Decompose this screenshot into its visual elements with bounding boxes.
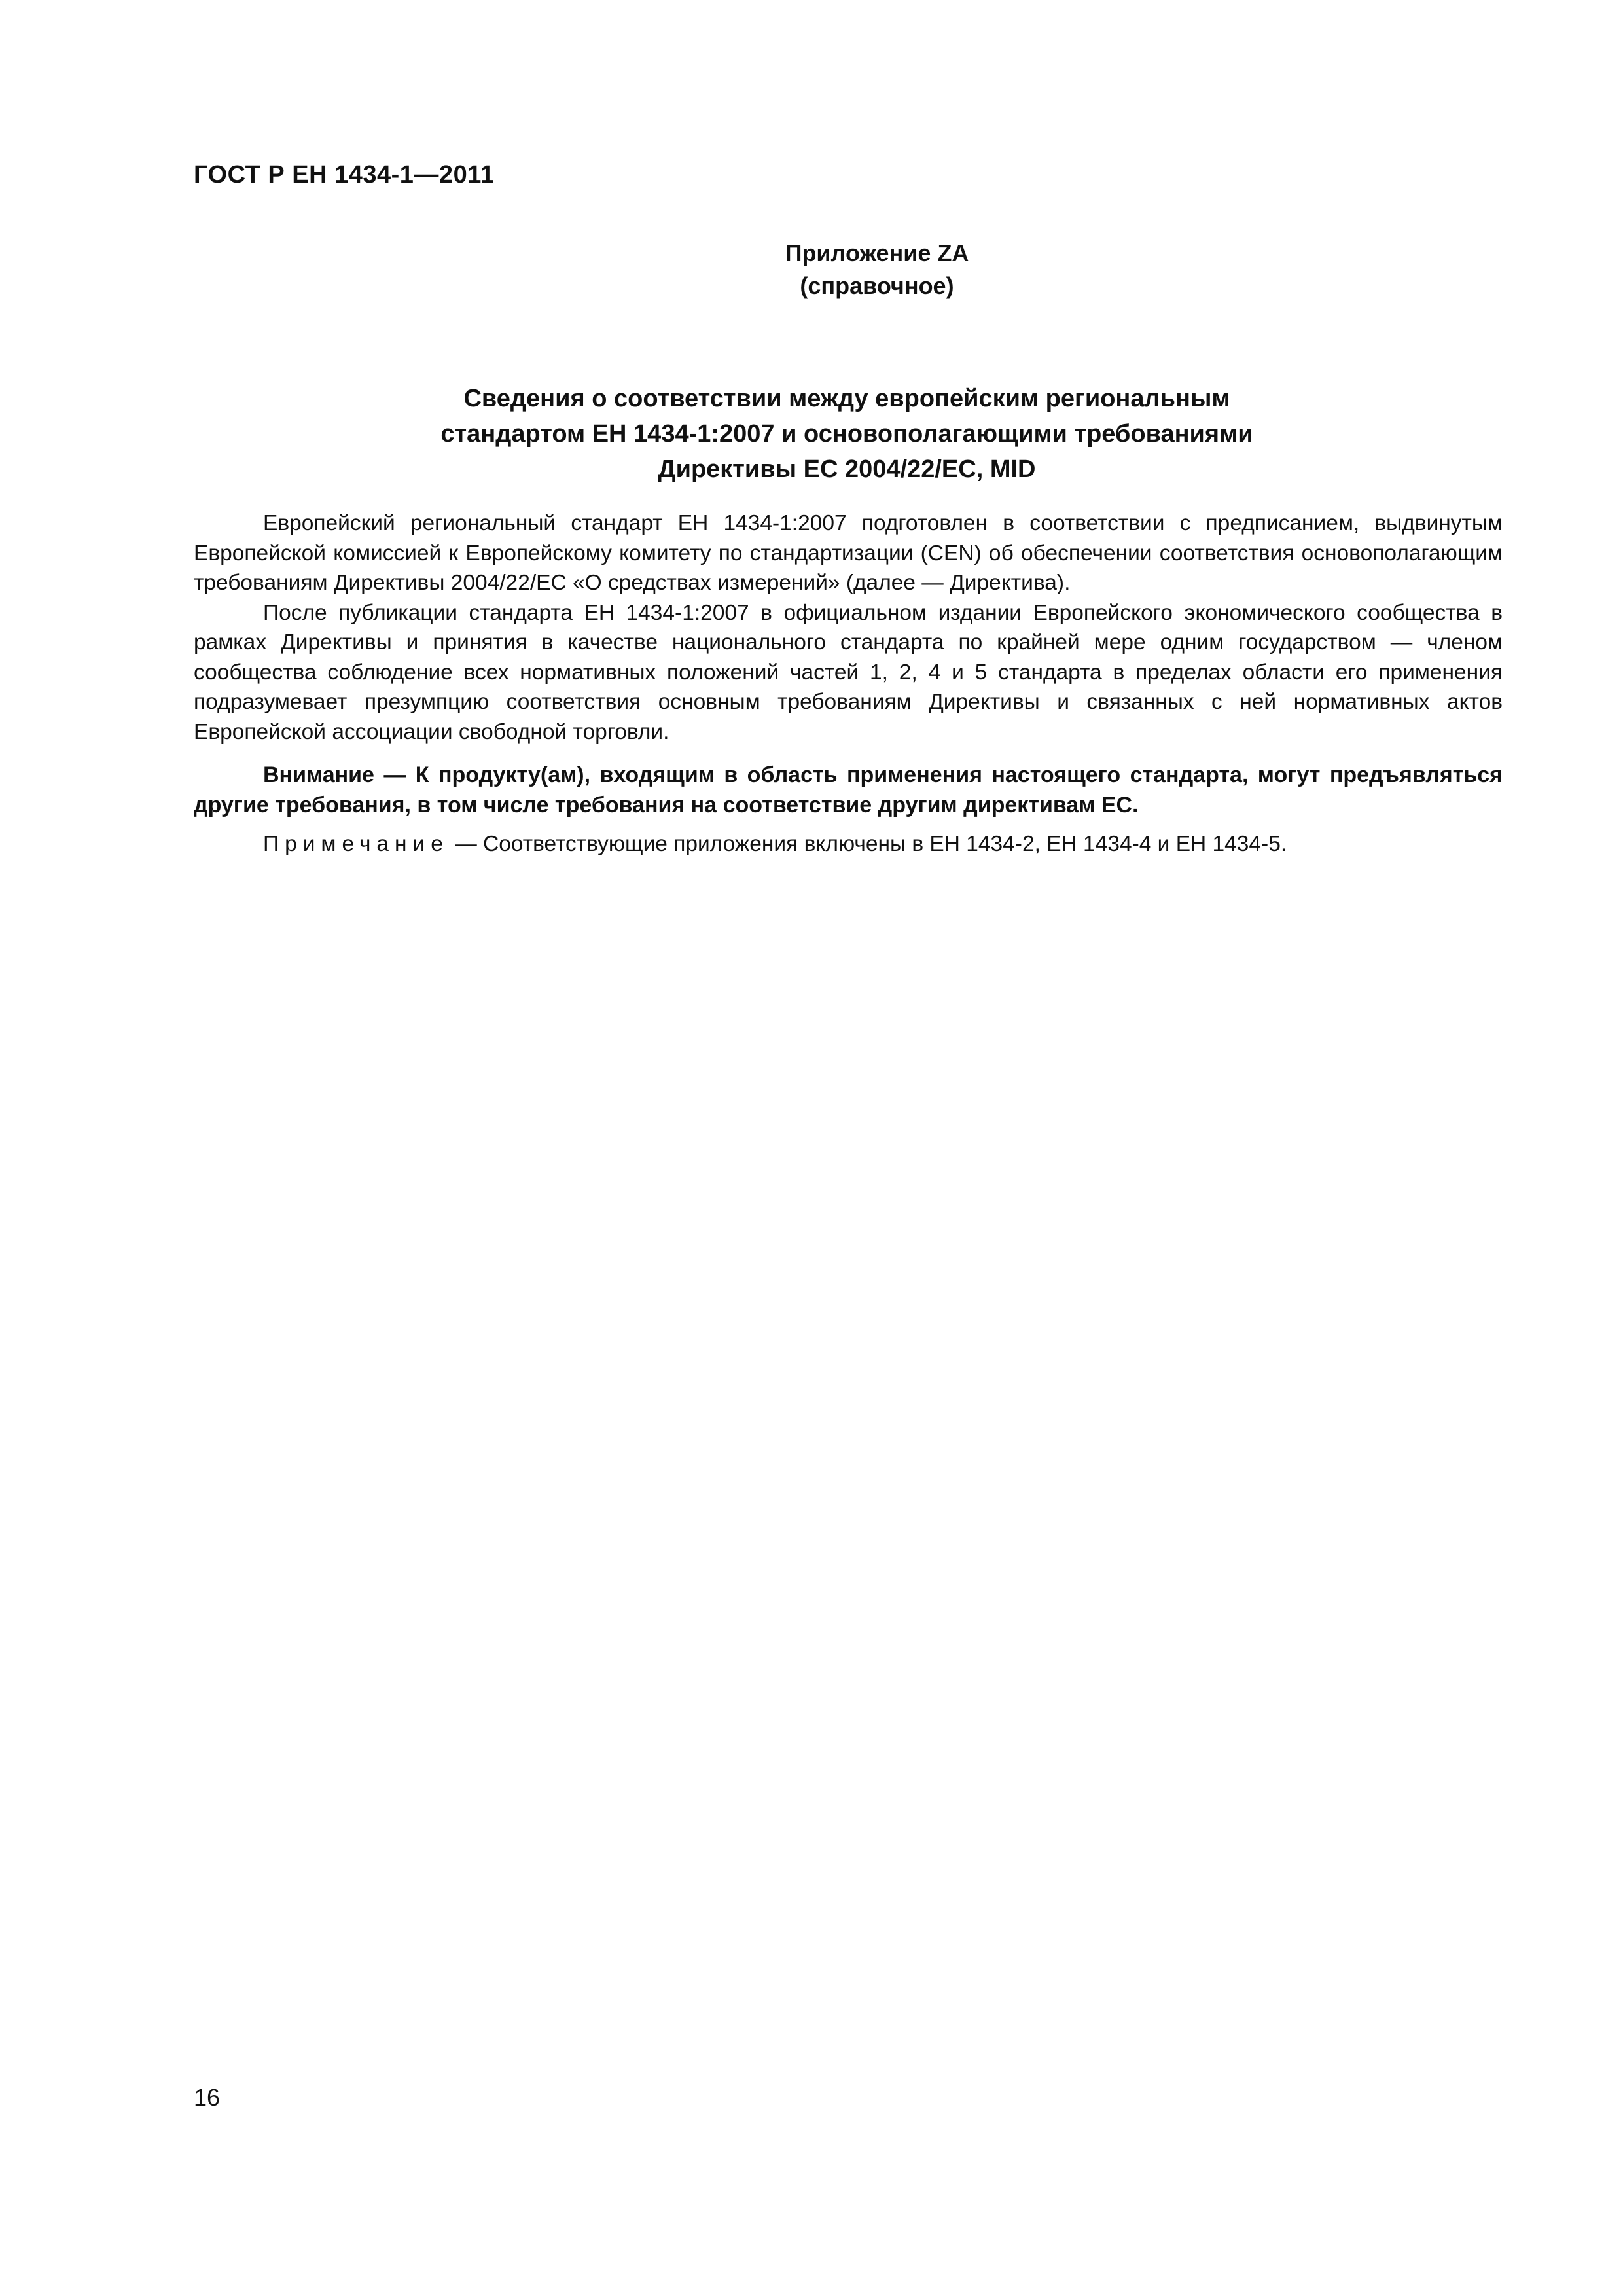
annex-label: Приложение ZA [785,240,969,266]
annex-title-line-1: Сведения о соответствии между европейским региональным [463,385,1230,412]
annex-title [194,381,1500,487]
note-label: Примечание [263,832,449,856]
paragraph-1: Европейский региональный стандарт ЕН 1434-1:2007 подготовлен в соответствии с предписанием, выдвинутым Европейской комиссией к Европейскому комитету по стандартизации (CEN) об обеспечении соответствия основополагающим требованиям Директивы 2004/22/ЕС «О средствах измерений» (далее — Директива). [194,511,1503,595]
annex-title-line-3: Директивы ЕС 2004/22/ЕС, MID [658,456,1036,483]
annex-title-line-2: стандартом ЕН 1434-1:2007 и основополагающими требованиями [440,420,1253,448]
note-paragraph [194,829,1503,859]
document-code-header: ГОСТ Р ЕН 1434-1—2011 [194,161,495,188]
annex-heading [713,237,1041,302]
page-number: 16 [194,2084,221,2111]
annex-status: (справочное) [800,272,954,299]
annex-body [194,509,1503,859]
paragraph-2: После публикации стандарта ЕН 1434-1:2007 в официальном издании Европейского экономического сообщества в рамках Директивы и принятия в качестве национального стандарта по крайней мере одним государством — членом сообщества соблюдение всех нормативных положений частей 1, 2, 4 и 5 стандарта в пределах области его применения подразумевает презумпцию соответствия основным требованиям Директивы и связанных с ней нормативных актов Европейской ассоциации свободной торговли. [194,600,1503,744]
warning-paragraph: Внимание — К продукту(ам), входящим в область применения настоящего стандарта, могут предъявляться другие требования, в том числе требования на соответствие другим директивам ЕС. [194,762,1503,817]
note-text: — Соответствующие приложения включены в ЕН 1434-2, ЕН 1434-4 и ЕН 1434-5. [448,832,1287,856]
